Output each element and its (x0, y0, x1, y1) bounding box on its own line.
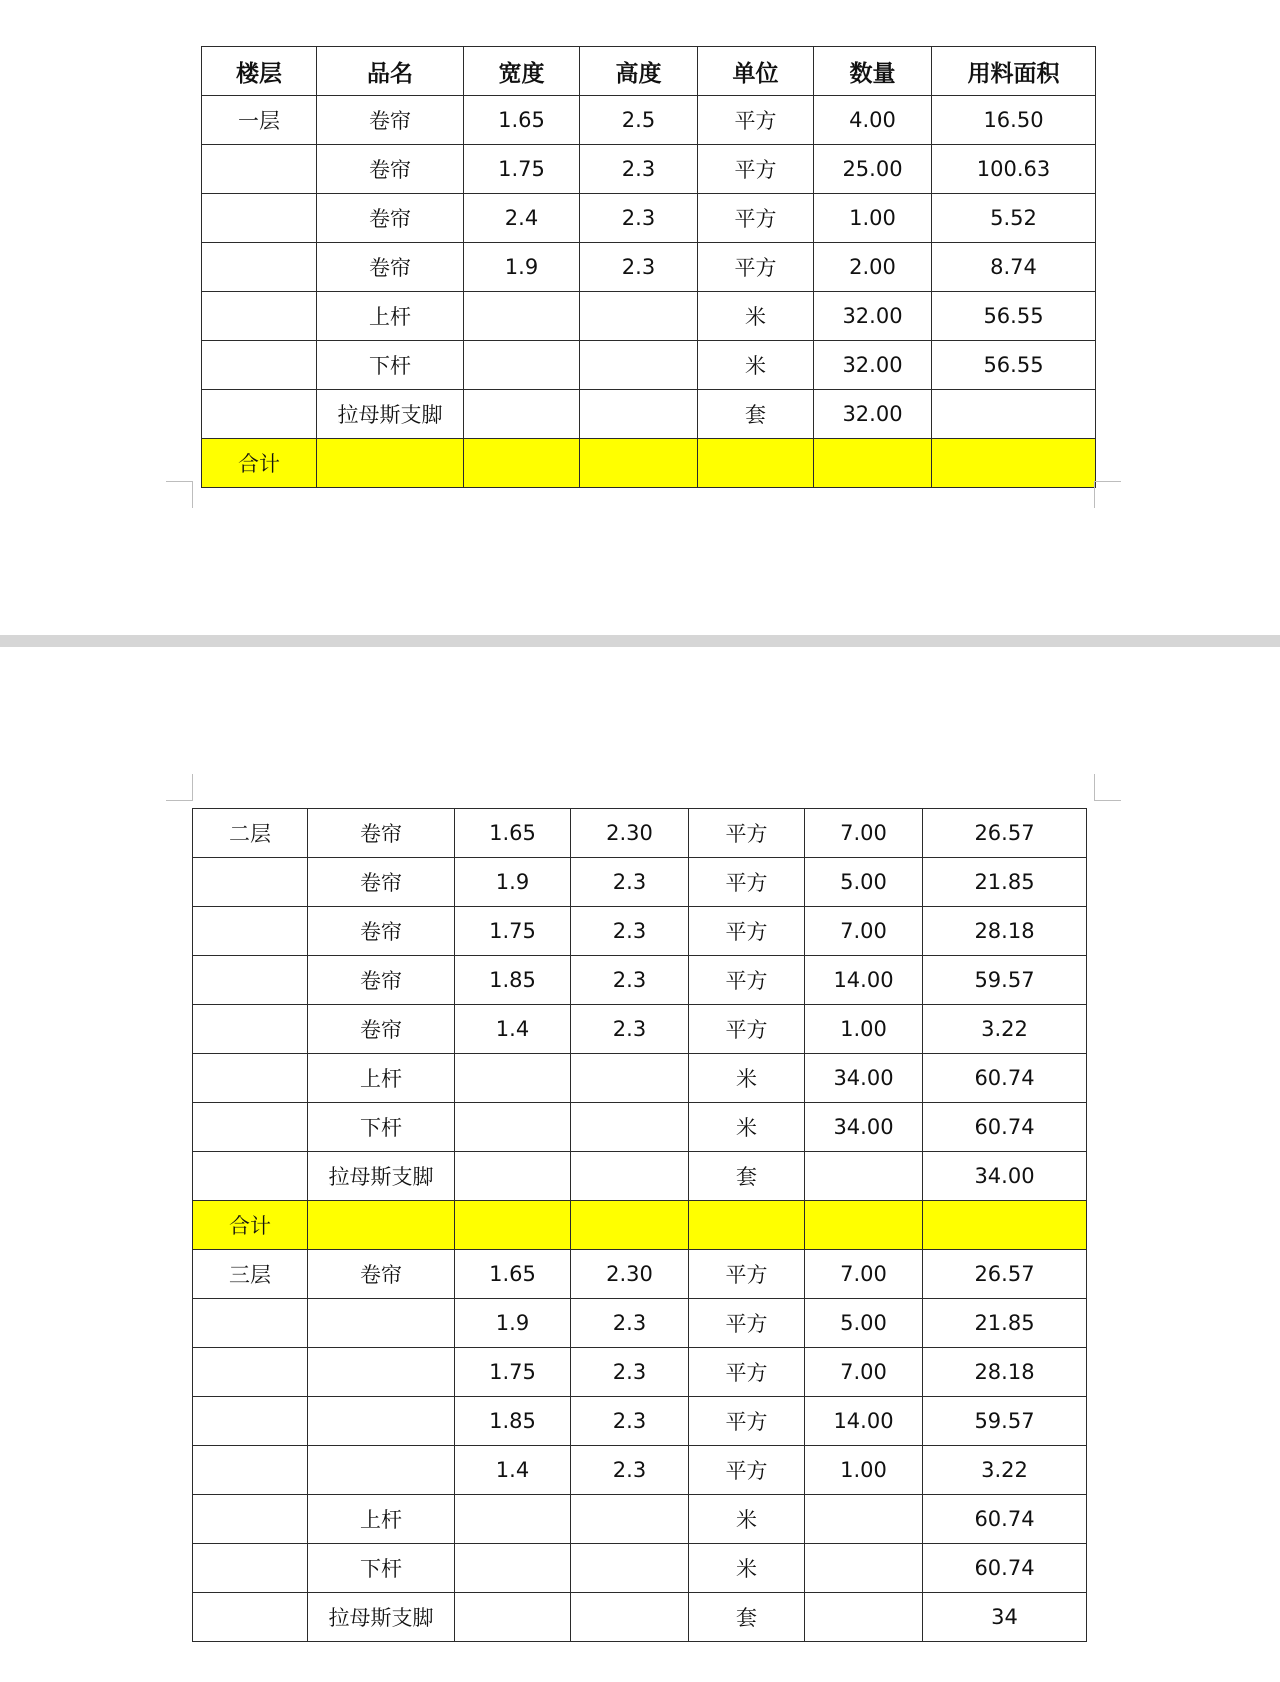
header-unit: 单位 (698, 47, 814, 96)
cell-area: 59.57 (923, 1397, 1087, 1446)
cell-floor (193, 1005, 308, 1054)
cell-width (455, 1152, 571, 1201)
header-area: 用料面积 (932, 47, 1096, 96)
cell-unit: 米 (689, 1054, 805, 1103)
total-row (193, 1201, 1087, 1250)
cell-unit: 平方 (689, 1005, 805, 1054)
cell-item-name (308, 1299, 455, 1348)
table-row (193, 1593, 1087, 1642)
cell-item-name (308, 1397, 455, 1446)
cell-unit: 套 (689, 1152, 805, 1201)
cell-item-name (308, 1201, 455, 1250)
cell-height: 2.3 (580, 243, 698, 292)
table-header-row (202, 47, 1096, 96)
cell-quantity: 14.00 (805, 1397, 923, 1446)
table-row (202, 390, 1096, 439)
cell-item-name: 拉母斯支脚 (317, 390, 464, 439)
cell-item-name: 卷帘 (308, 956, 455, 1005)
table-row (202, 96, 1096, 145)
cell-quantity: 34.00 (805, 1103, 923, 1152)
cell-item-name: 下杆 (308, 1103, 455, 1152)
cell-width: 1.85 (455, 956, 571, 1005)
cell-unit: 平方 (689, 907, 805, 956)
page-corner-mark (1094, 481, 1121, 508)
cell-height (571, 1593, 689, 1642)
total-row (202, 439, 1096, 488)
cell-unit: 米 (689, 1495, 805, 1544)
table-row (193, 1103, 1087, 1152)
cell-quantity: 4.00 (814, 96, 932, 145)
cell-height (580, 292, 698, 341)
table-row (193, 907, 1087, 956)
cell-unit: 平方 (689, 809, 805, 858)
cell-unit (689, 1201, 805, 1250)
table-row (193, 1250, 1087, 1299)
page-corner-mark (1094, 774, 1121, 801)
total-label: 合计 (202, 439, 317, 488)
cell-width: 1.85 (455, 1397, 571, 1446)
cell-floor (193, 1103, 308, 1152)
cell-quantity: 7.00 (805, 1348, 923, 1397)
cell-floor: 一层 (202, 96, 317, 145)
cell-item-name: 卷帘 (308, 858, 455, 907)
header-width: 宽度 (464, 47, 580, 96)
header-item-name: 品名 (317, 47, 464, 96)
cell-area: 60.74 (923, 1495, 1087, 1544)
cell-width (455, 1593, 571, 1642)
table-row (193, 1152, 1087, 1201)
cell-width: 1.9 (455, 1299, 571, 1348)
cell-unit: 平方 (689, 1348, 805, 1397)
table-row (193, 1348, 1087, 1397)
table-row (193, 1446, 1087, 1495)
cell-quantity: 1.00 (805, 1446, 923, 1495)
cell-floor (193, 1152, 308, 1201)
cell-area: 3.22 (923, 1005, 1087, 1054)
cell-area: 60.74 (923, 1054, 1087, 1103)
cell-height: 2.3 (571, 907, 689, 956)
cell-area: 56.55 (932, 341, 1096, 390)
cell-floor (202, 194, 317, 243)
cell-floor: 合计 (193, 1201, 308, 1250)
table-row (202, 194, 1096, 243)
cell-area: 26.57 (923, 1250, 1087, 1299)
cell-item-name (308, 1348, 455, 1397)
cell-item-name (317, 439, 464, 488)
cell-width: 1.4 (455, 1005, 571, 1054)
cell-floor (193, 1446, 308, 1495)
cell-width: 1.65 (455, 1250, 571, 1299)
cell-unit: 米 (689, 1544, 805, 1593)
cell-unit: 平方 (689, 1397, 805, 1446)
cell-quantity: 25.00 (814, 145, 932, 194)
cell-quantity (805, 1495, 923, 1544)
cell-area: 60.74 (923, 1103, 1087, 1152)
cell-area: 21.85 (923, 858, 1087, 907)
cell-item-name: 卷帘 (308, 1005, 455, 1054)
table-row (193, 1299, 1087, 1348)
header-quantity: 数量 (814, 47, 932, 96)
cell-floor (202, 390, 317, 439)
cell-floor (202, 243, 317, 292)
table-row (193, 1397, 1087, 1446)
cell-width (464, 390, 580, 439)
cell-quantity: 32.00 (814, 341, 932, 390)
table-row (193, 1054, 1087, 1103)
cell-floor (193, 1593, 308, 1642)
cell-height: 2.5 (580, 96, 698, 145)
cell-unit: 平方 (689, 858, 805, 907)
cell-width (455, 1103, 571, 1152)
cell-width: 2.4 (464, 194, 580, 243)
cell-quantity (814, 439, 932, 488)
table-row (202, 341, 1096, 390)
cell-quantity: 1.00 (814, 194, 932, 243)
cell-item-name: 卷帘 (308, 1250, 455, 1299)
cell-floor (202, 145, 317, 194)
cell-quantity: 14.00 (805, 956, 923, 1005)
cell-area: 100.63 (932, 145, 1096, 194)
cell-area (923, 1201, 1087, 1250)
table-row (193, 1544, 1087, 1593)
cell-item-name: 下杆 (317, 341, 464, 390)
header-height: 高度 (580, 47, 698, 96)
cell-quantity: 2.00 (814, 243, 932, 292)
cell-height: 2.3 (580, 145, 698, 194)
cell-unit: 平方 (698, 96, 814, 145)
cell-area: 5.52 (932, 194, 1096, 243)
cell-area: 59.57 (923, 956, 1087, 1005)
cell-area (932, 390, 1096, 439)
cell-unit (698, 439, 814, 488)
cell-floor (193, 858, 308, 907)
cell-area: 56.55 (932, 292, 1096, 341)
material-table-page-1 (201, 46, 1096, 488)
cell-area: 28.18 (923, 907, 1087, 956)
cell-quantity: 7.00 (805, 809, 923, 858)
cell-floor (193, 1397, 308, 1446)
cell-width (464, 341, 580, 390)
cell-quantity: 7.00 (805, 1250, 923, 1299)
cell-height (571, 1495, 689, 1544)
cell-height: 2.3 (571, 1299, 689, 1348)
cell-unit: 平方 (689, 1250, 805, 1299)
cell-width: 1.9 (455, 858, 571, 907)
cell-floor (193, 956, 308, 1005)
cell-quantity (805, 1201, 923, 1250)
table-row (193, 1495, 1087, 1544)
cell-quantity: 34.00 (805, 1054, 923, 1103)
cell-area: 34 (923, 1593, 1087, 1642)
cell-floor (193, 1348, 308, 1397)
cell-height: 2.3 (571, 1446, 689, 1495)
cell-quantity (805, 1593, 923, 1642)
cell-unit: 平方 (698, 243, 814, 292)
cell-unit: 米 (698, 292, 814, 341)
cell-floor (193, 1495, 308, 1544)
document-page-1 (0, 0, 1280, 635)
cell-width (464, 292, 580, 341)
cell-width: 1.75 (455, 1348, 571, 1397)
table-row (193, 858, 1087, 907)
cell-unit: 平方 (698, 194, 814, 243)
cell-floor (193, 1544, 308, 1593)
cell-area: 28.18 (923, 1348, 1087, 1397)
cell-unit: 平方 (698, 145, 814, 194)
cell-item-name: 下杆 (308, 1544, 455, 1593)
cell-unit: 平方 (689, 956, 805, 1005)
cell-width (455, 1201, 571, 1250)
cell-width: 1.65 (464, 96, 580, 145)
table-row (202, 243, 1096, 292)
cell-width: 1.75 (464, 145, 580, 194)
cell-height: 2.3 (571, 1348, 689, 1397)
cell-item-name: 卷帘 (317, 145, 464, 194)
cell-area (932, 439, 1096, 488)
cell-width: 1.9 (464, 243, 580, 292)
cell-unit: 米 (698, 341, 814, 390)
cell-quantity: 1.00 (805, 1005, 923, 1054)
cell-item-name: 上杆 (317, 292, 464, 341)
cell-height (571, 1054, 689, 1103)
cell-area: 16.50 (932, 96, 1096, 145)
cell-quantity: 32.00 (814, 390, 932, 439)
cell-item-name: 拉母斯支脚 (308, 1593, 455, 1642)
cell-height: 2.30 (571, 809, 689, 858)
cell-item-name: 拉母斯支脚 (308, 1152, 455, 1201)
cell-area: 34.00 (923, 1152, 1087, 1201)
cell-quantity (805, 1152, 923, 1201)
cell-quantity: 5.00 (805, 1299, 923, 1348)
cell-area: 8.74 (932, 243, 1096, 292)
cell-width (455, 1495, 571, 1544)
cell-floor (193, 1054, 308, 1103)
cell-height (571, 1103, 689, 1152)
cell-item-name: 上杆 (308, 1054, 455, 1103)
cell-height (571, 1201, 689, 1250)
cell-quantity: 7.00 (805, 907, 923, 956)
cell-quantity: 5.00 (805, 858, 923, 907)
cell-floor (193, 907, 308, 956)
cell-unit: 平方 (689, 1446, 805, 1495)
cell-unit: 平方 (689, 1299, 805, 1348)
cell-width: 1.75 (455, 907, 571, 956)
header-floor: 楼层 (202, 47, 317, 96)
cell-unit: 米 (689, 1103, 805, 1152)
cell-unit: 套 (689, 1593, 805, 1642)
cell-item-name: 卷帘 (308, 907, 455, 956)
cell-unit: 套 (698, 390, 814, 439)
cell-floor (202, 341, 317, 390)
cell-area: 60.74 (923, 1544, 1087, 1593)
page-corner-mark (166, 481, 193, 508)
cell-height (580, 439, 698, 488)
cell-floor (202, 292, 317, 341)
cell-area: 21.85 (923, 1299, 1087, 1348)
cell-item-name: 卷帘 (317, 194, 464, 243)
cell-item-name: 卷帘 (317, 243, 464, 292)
cell-item-name: 卷帘 (317, 96, 464, 145)
table-row (193, 956, 1087, 1005)
page-separator (0, 635, 1280, 647)
cell-floor: 三层 (193, 1250, 308, 1299)
cell-quantity: 32.00 (814, 292, 932, 341)
cell-area: 3.22 (923, 1446, 1087, 1495)
cell-floor: 二层 (193, 809, 308, 858)
cell-width: 1.4 (455, 1446, 571, 1495)
cell-height: 2.3 (571, 956, 689, 1005)
cell-width (464, 439, 580, 488)
cell-height (580, 341, 698, 390)
cell-quantity (805, 1544, 923, 1593)
cell-item-name (308, 1446, 455, 1495)
cell-width (455, 1054, 571, 1103)
table-row (202, 145, 1096, 194)
table-row (193, 809, 1087, 858)
cell-item-name: 上杆 (308, 1495, 455, 1544)
cell-item-name: 卷帘 (308, 809, 455, 858)
material-table-page-2 (192, 808, 1087, 1642)
cell-height: 2.3 (580, 194, 698, 243)
cell-floor (193, 1299, 308, 1348)
cell-height: 2.3 (571, 858, 689, 907)
page-corner-mark (166, 774, 193, 801)
cell-height (580, 390, 698, 439)
cell-width: 1.65 (455, 809, 571, 858)
table-row (202, 292, 1096, 341)
cell-height: 2.3 (571, 1397, 689, 1446)
cell-height (571, 1544, 689, 1593)
table-row (193, 1005, 1087, 1054)
cell-height: 2.3 (571, 1005, 689, 1054)
cell-area: 26.57 (923, 809, 1087, 858)
cell-height (571, 1152, 689, 1201)
cell-height: 2.30 (571, 1250, 689, 1299)
cell-width (455, 1544, 571, 1593)
